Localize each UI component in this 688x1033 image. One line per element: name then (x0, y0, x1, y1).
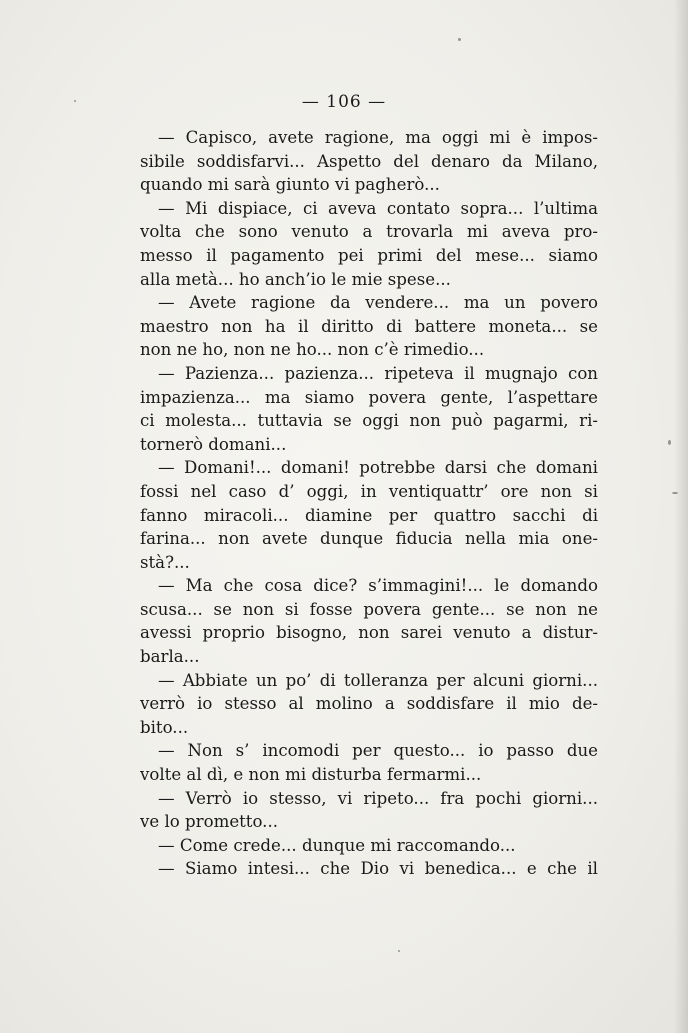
page-edge-shadow (674, 0, 688, 1033)
text-line: bito... (140, 717, 189, 737)
text-line: — Capisco, avete ragione, ma oggi mi è impos- (158, 128, 598, 147)
paper-speck (668, 440, 671, 445)
text-line: scusa... se non si fosse povera gente... se non ne (140, 599, 598, 619)
text-line: fanno miracoli... diamine per quattro sacchi di (140, 505, 598, 525)
text-line: avessi proprio bisogno, non sarei venuto a distur- (140, 623, 598, 643)
text-line: tornerò domani... (140, 434, 287, 454)
text-line: barla... (140, 647, 200, 667)
text-line: — Abbiate un po’ di tolleranza per alcuni giorni... (158, 670, 598, 690)
text-line: ci molesta... tuttavia se oggi non può pagarmi, ri- (140, 411, 598, 431)
text-line: volte al dì, e non mi disturba fermarmi... (140, 765, 482, 785)
text-line: ve lo prometto... (140, 812, 279, 832)
text-line: alla metà... ho anch’io le mie spese... (140, 269, 451, 289)
text-line: — Come crede... dunque mi raccomando... (158, 835, 516, 855)
paper-speck (398, 950, 400, 952)
text-line: volta che sono venuto a trovarla mi aveva pro- (140, 222, 598, 242)
text-line: non ne ho, non ne ho... non c’è rimedio... (140, 340, 485, 360)
text-line: — Pazienza... pazienza... ripeteva il mugnajo con (158, 363, 598, 383)
text-line: sibile soddisfarvi... Aspetto del denaro da Milano, (140, 151, 598, 171)
text-line: — Domani!... domani! potrebbe darsi che domani (158, 458, 598, 478)
text-line: stà?... (140, 552, 190, 572)
paper-speck (458, 38, 461, 41)
text-line: impazienza... ma siamo povera gente, l’aspettare (140, 387, 598, 407)
text-line: quando mi sarà giunto vi pagherò... (140, 175, 440, 195)
text-line: — Siamo intesi... che Dio vi benedica... e che il (158, 859, 598, 879)
paper-speck (74, 100, 76, 102)
text-line: fossi nel caso d’ oggi, in ventiquattr’ ore non si (140, 481, 598, 501)
body-text (140, 126, 598, 881)
text-line: — Verrò io stesso, vi ripeto... fra pochi giorni... (158, 788, 598, 808)
text-line: messo il pagamento pei primi del mese... siamo (140, 245, 598, 265)
paper-speck (672, 492, 678, 494)
text-line: farina... non avete dunque fiducia nella mia one- (140, 529, 598, 549)
text-line: verrò io stesso al molino a soddisfare il mio de- (140, 694, 598, 714)
text-line: — Avete ragione da vendere... ma un povero (158, 293, 598, 313)
text-line: — Mi dispiace, ci aveva contato sopra... l’ultima (158, 198, 598, 218)
page-number: — 106 — (301, 92, 387, 112)
text-line: maestro non ha il diritto di battere moneta... se (140, 316, 598, 336)
text-line: — Non s’ incomodi per questo... io passo due (158, 741, 598, 761)
text-line: — Ma che cosa dice? s’immagini!... le domando (158, 576, 598, 596)
